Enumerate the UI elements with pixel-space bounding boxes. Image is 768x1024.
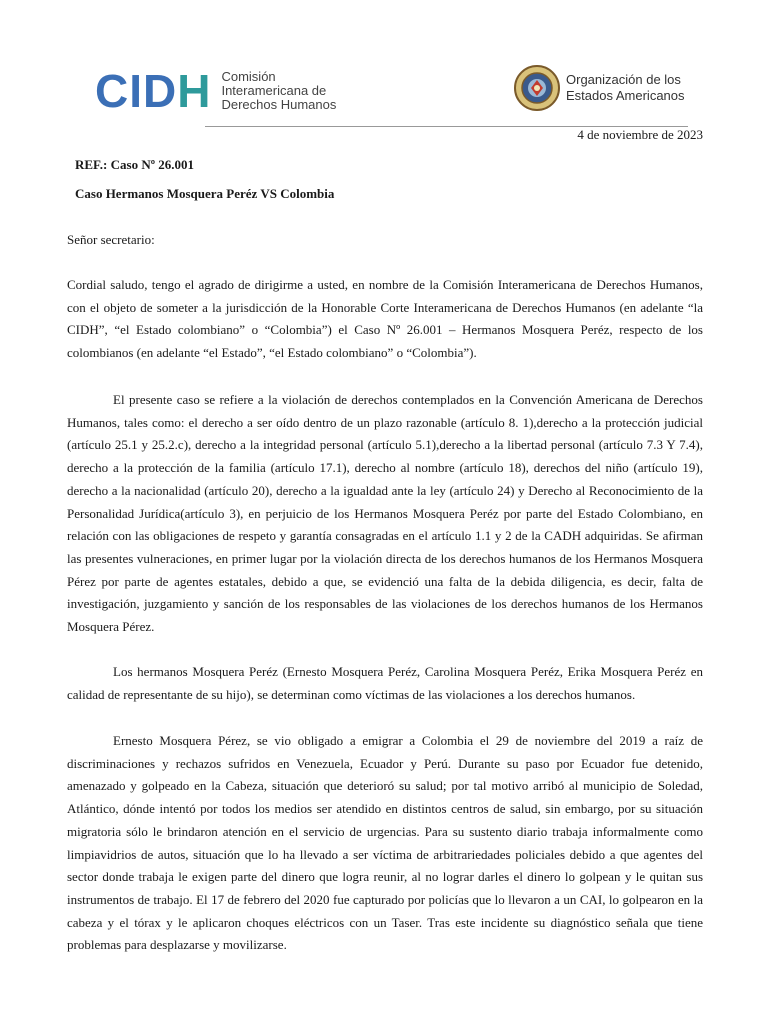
cidh-name-line: Comisión — [221, 69, 276, 84]
cidh-name-line: Interamericana de — [221, 83, 327, 98]
cidh-logo — [95, 65, 337, 117]
body-paragraph: Los hermanos Mosquera Peréz (Ernesto Mosquera Peréz, Carolina Mosquera Peréz, Erika Mosquera Peréz en calidad de representante de su hijo), se determinan como víctimas de las violaciones a los derechos humanos. — [67, 664, 703, 702]
oas-name — [566, 72, 685, 104]
body-paragraph: El presente caso se refiere a la violación de derechos contemplados en la Convención Americana de Derechos Humanos, tales como: el derecho a ser oído dentro de un plazo razonable (artículo 8. 1),derecho a la protección judicial (artículo 25.1 y 25.2.c), derecho a la integridad personal (artículo 5.1),derecho a la libertad personal (artículo 7.3 Y 7.4), derecho a la protección de la familia (artículo 17.1), derecho al nombre (artículo 18), derechos del niño (artículo 19), derecho a la nacionalidad (artículo 20), derecho a la igualdad ante la ley (artículo 24) y Derecho al Reconocimiento de la Personalidad Jurídica(artículo 3), en perjuicio de los Hermanos Mosquera Peréz por parte del Estado Colombiano, en relación con las obligaciones de respeto y garantía consagradas en el artículo 1.1 y 2 de la CADH adquiridas. Se afirman las presentes vulneraciones, en primer lugar por la violación directa de los derechos humanos de los Hermanos Mosquera Pérez por parte de agentes estatales, debido a que, se evidenció una falta de la debida diligencia, es decir, falta de investigación, juzgamiento y sanción de los responsables de las violaciones de los derechos humanos de los Hermanos Mosquera Pérez. — [67, 392, 703, 635]
case-title: Caso Hermanos Mosquera Peréz VS Colombia — [75, 186, 335, 201]
body-paragraph: Cordial saludo, tengo el agrado de dirigirme a usted, en nombre de la Comisión Interamericana de Derechos Humanos, con el objeto de someter a la jurisdicción de la Honorable Corte Interamericana de Derechos Humanos (en adelante “la CIDH”, “el Estado colombiano” o “Colombia”) el Caso Nº 26.001 – Hermanos Mosquera Peréz, respecto de los colombianos (en adelante “el Estado”, “el Estado colombiano” o “Colombia”). — [67, 277, 703, 361]
body-paragraph: Ernesto Mosquera Pérez, se vio obligado a emigrar a Colombia el 29 de noviembre del 2019 a raíz de discriminaciones y rechazos sufridos en Venezuela, Ecuador y Perú. Durante su paso por Ecuador fue detenido, amenazado y golpeado en la Cabeza, situación que deterioró su salud; por tal motivo arribó al municipio de Soledad, Atlántico, dónde intentó por todos los medios ser atendido en distintos centros de salud, sin embargo, por su situación migratoria sólo le brindaron atención en el servicio de urgencias. Para su sustento diario trabaja informalmente como limpiavidrios de autos, situación que lo ha llevado a ser víctima de arbitrariedades policiales debido a que agentes del sector donde trabaja le exigen parte del dinero que logra reunir, al no lograr darles el dinero lo golpean y le quitan sus instrumentos de trabajo. El 17 de febrero del 2020 fue capturado por policías que lo llevaron a un CAI, lo golpearon en la cabeza y el tórax y le aplicaron choques eléctricos con un Taser. Tras este incidente su diagnóstico señala que tiene problemas para desplazarse y movilizarse. — [67, 733, 703, 953]
case-reference: REF.: Caso Nº 26.001 — [75, 157, 195, 172]
cidh-logo-wordmark: CIDH — [95, 65, 212, 117]
oas-seal-icon — [514, 65, 560, 111]
cidh-logo-name — [221, 70, 336, 112]
letter-date: 4 de noviembre de 2023 — [577, 127, 703, 142]
oas-name-line: Estados Americanos — [566, 88, 685, 103]
cidh-name-line: Derechos Humanos — [221, 97, 337, 112]
salutation: Señor secretario: — [67, 232, 155, 247]
oas-name-line: Organización de los — [566, 72, 681, 87]
oas-logo — [514, 65, 685, 111]
